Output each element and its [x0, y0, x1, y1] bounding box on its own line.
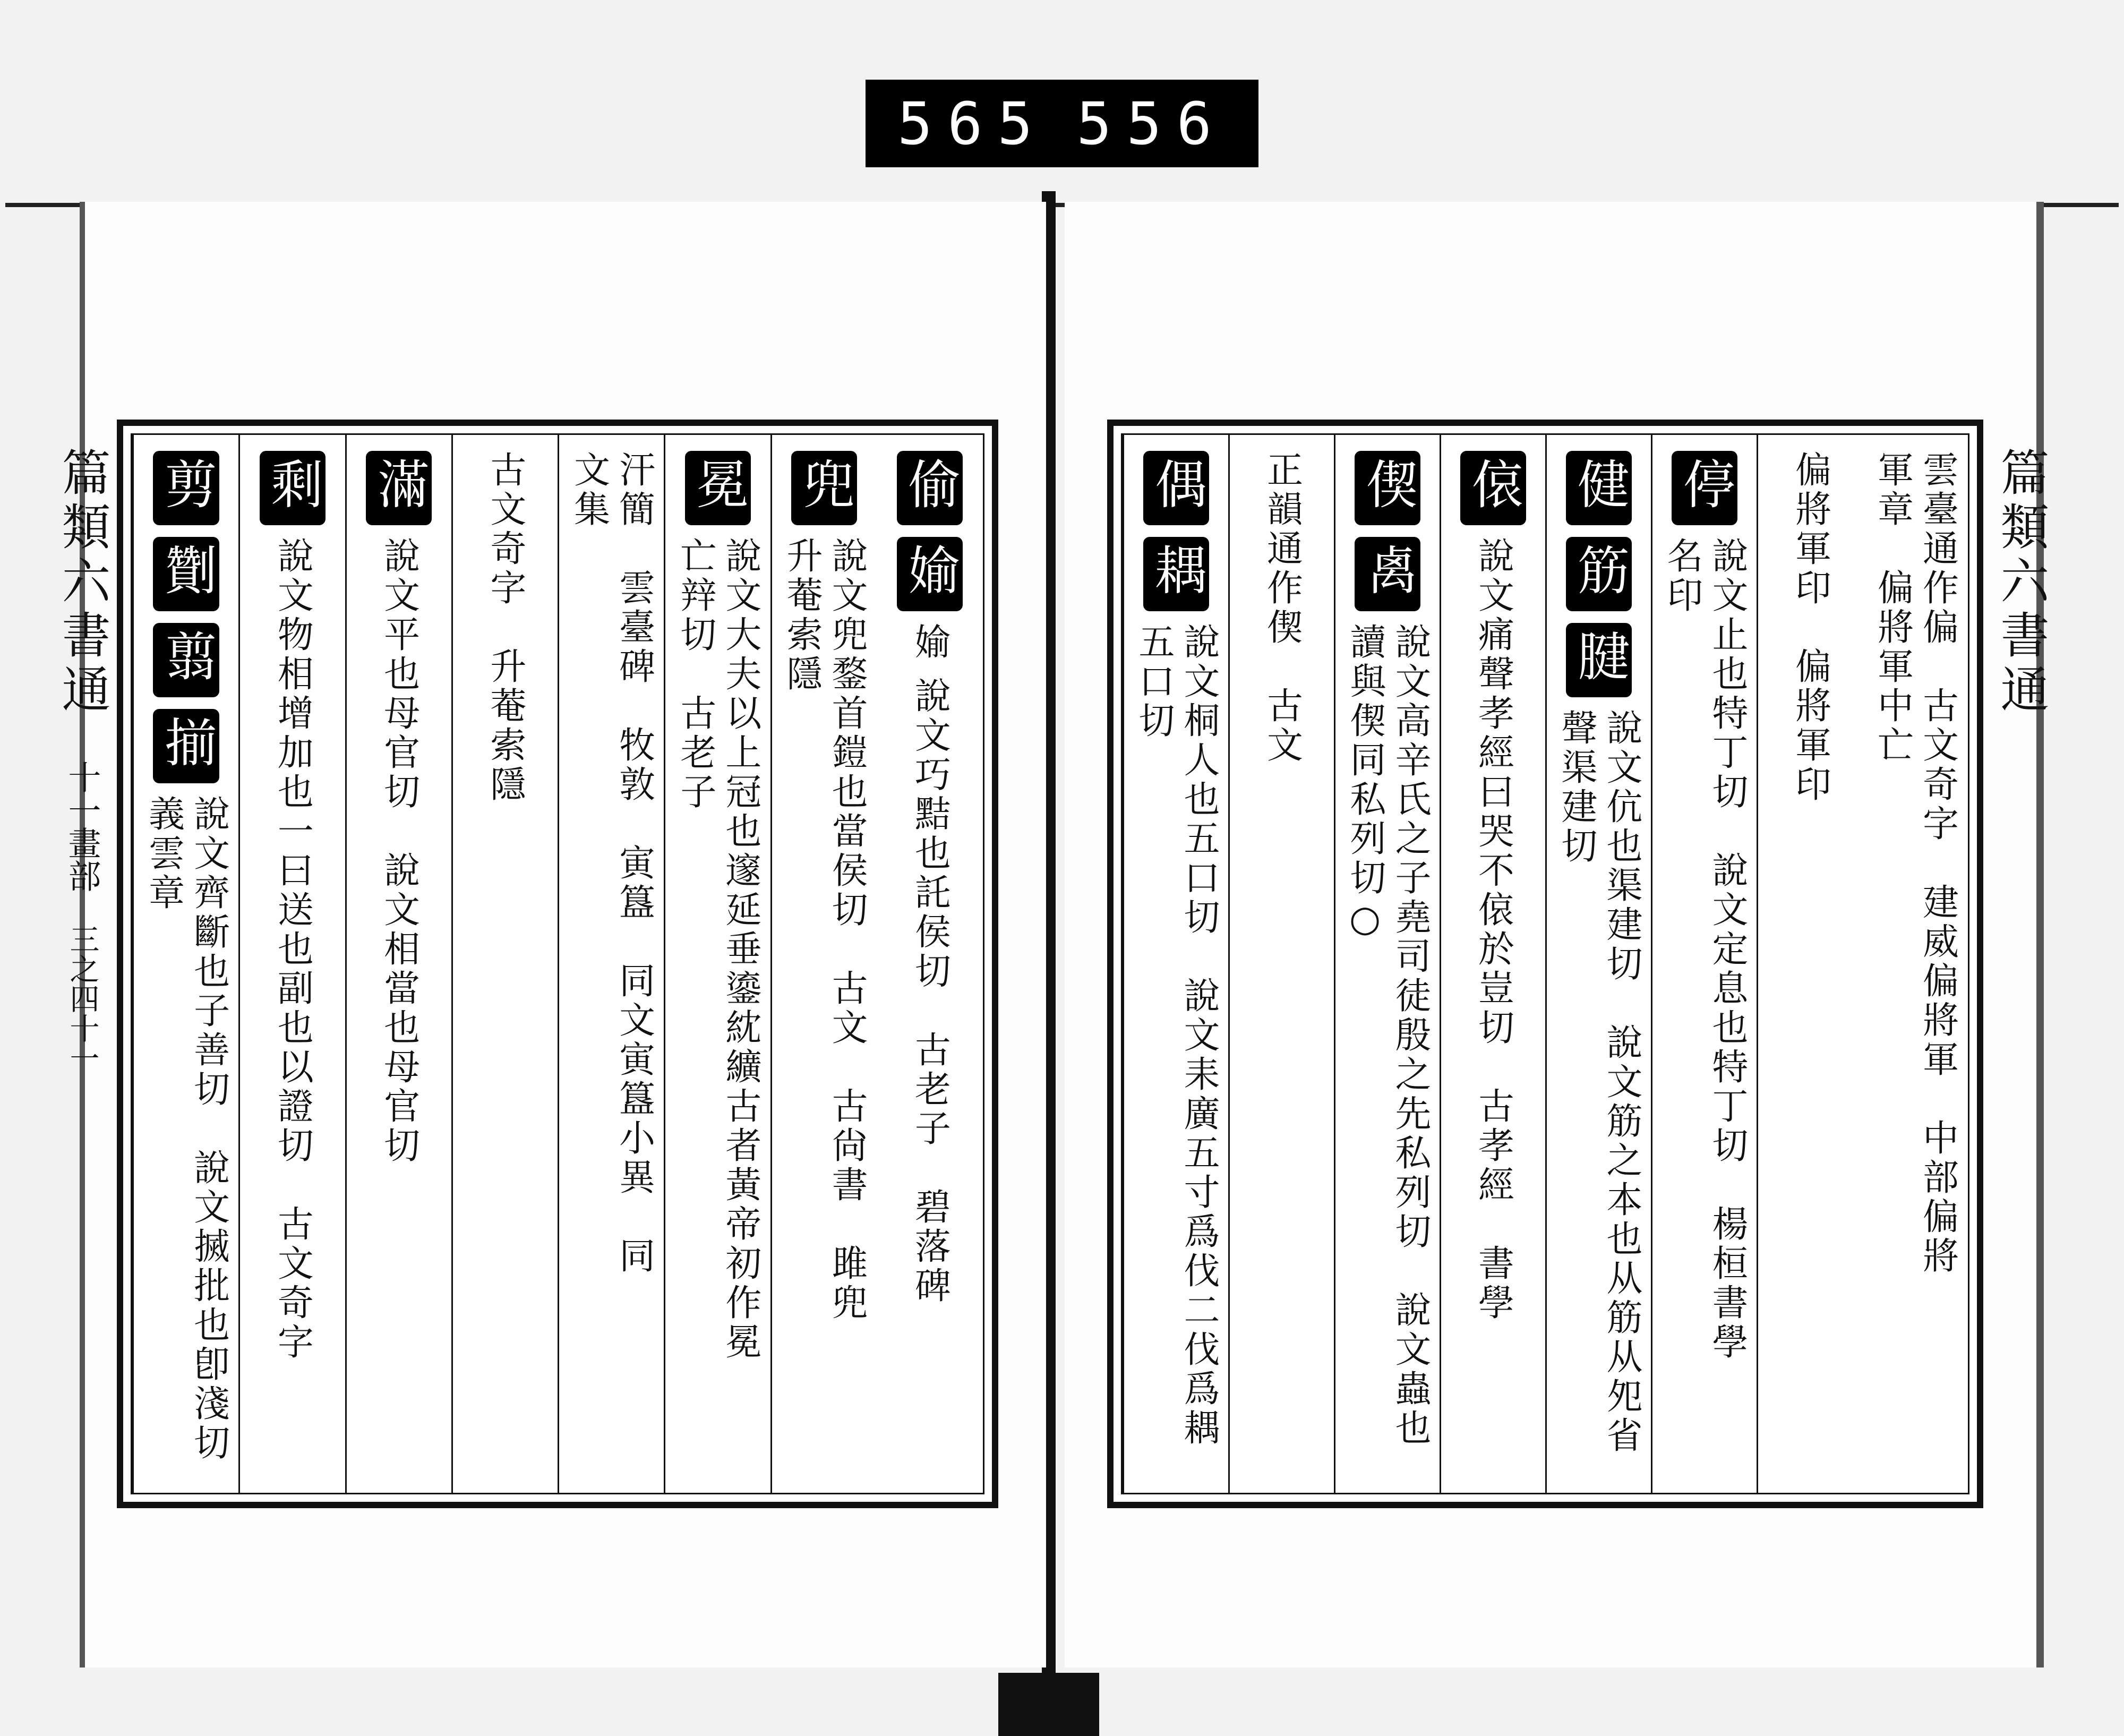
- right-columns: [1121, 433, 1969, 1494]
- left-column-2: [770, 435, 877, 1493]
- left-column-1: [877, 435, 983, 1493]
- entry-text: [1788, 451, 1833, 805]
- gloss: 說文定息也特丁切: [1706, 851, 1748, 1166]
- gloss: 說文物相增加也一曰送也副也以證切: [271, 537, 314, 1166]
- left-column-3: [664, 435, 770, 1493]
- right-column-8: [1123, 435, 1228, 1493]
- gloss: 古文: [826, 969, 868, 1048]
- gloss: 說文相當也母官切: [378, 851, 420, 1166]
- right-text-panel: [1107, 420, 2050, 1508]
- gloss: 楊桓書學: [1706, 1205, 1748, 1362]
- gloss: 寅簋: [613, 844, 655, 922]
- gloss: 雎兜: [826, 1244, 868, 1323]
- headword: 健: [1566, 451, 1632, 525]
- entry-text: [779, 537, 869, 1387]
- entry-text: [1342, 623, 1433, 1473]
- frame-number-right: 556: [1076, 89, 1227, 158]
- gloss: 說文筋之本也从筋从夗省聲渠建切: [1555, 709, 1642, 1456]
- left-column-5: [451, 435, 558, 1493]
- right-column-7: [1228, 435, 1334, 1493]
- headword: 耦: [1143, 537, 1210, 611]
- gloss: 書學: [1472, 1244, 1514, 1323]
- gloss: 古文: [1261, 687, 1303, 765]
- gloss: 說文痛聲孝經曰哭不偯於豈切: [1472, 537, 1514, 1048]
- film-frame-label: [866, 80, 1258, 167]
- headword: 筋: [1566, 537, 1632, 611]
- gloss: 說文大夫以上冠也邃延垂鎏紞纊古者黃帝初作冕亡辡切: [674, 537, 761, 1362]
- right-column-6: [1334, 435, 1440, 1493]
- headword: 偶: [1143, 451, 1210, 525]
- entry-text: [1870, 451, 1960, 1301]
- frame-number-left: 565: [897, 89, 1048, 158]
- gloss: 古老子: [674, 694, 716, 812]
- spine-foot-block: [998, 1673, 1099, 1736]
- left-column-8: [132, 435, 238, 1493]
- book-title: 篇類六書通: [54, 447, 111, 718]
- entry-text: [1659, 537, 1750, 1387]
- page-number: 三之四十一: [65, 924, 100, 1073]
- entry-text: [1471, 537, 1516, 1323]
- headword: 禼: [1355, 537, 1421, 611]
- left-columns: [131, 433, 984, 1494]
- gloss: 雲臺碑: [613, 569, 655, 687]
- headword: 偯: [1460, 451, 1527, 525]
- gloss: 偏將軍中亡: [1871, 569, 1914, 765]
- right-column-3: [1651, 435, 1757, 1493]
- left-column-4: [558, 435, 664, 1493]
- gloss: 說文平也母官切: [378, 537, 420, 812]
- gloss: 中部偏將軍章: [1871, 451, 1959, 1276]
- gloss: 雲臺通作偏: [1916, 451, 1959, 647]
- left-text-panel: [54, 420, 998, 1508]
- entry-text: [907, 623, 952, 1306]
- gloss: 名印: [1661, 537, 1703, 615]
- right-page-margin: [1974, 426, 2067, 1502]
- gloss: 古老子: [909, 1030, 951, 1149]
- gloss: 碧落碑: [909, 1187, 951, 1306]
- gloss: 說文伉也渠建切: [1600, 709, 1642, 984]
- left-page: [54, 202, 1046, 1667]
- headword: 翦: [153, 623, 219, 697]
- entry-text: [1260, 451, 1305, 765]
- gloss: 說文兜鍪首鎧也當侯切: [826, 537, 868, 930]
- entry-text: [270, 537, 315, 1362]
- gloss: 說文止也特丁切: [1706, 537, 1748, 812]
- gloss: 升菴索隱: [781, 537, 823, 694]
- gloss: 古文奇字: [1916, 687, 1959, 844]
- left-page-margin: [36, 426, 129, 1502]
- entry-text: [673, 537, 763, 1387]
- entry-text: [141, 795, 232, 1493]
- gloss: 古孝經: [1472, 1087, 1514, 1205]
- gloss: 義雲章: [142, 795, 185, 913]
- gloss: 古文奇字: [271, 1205, 314, 1362]
- section-label: 十一畫部: [63, 760, 101, 892]
- right-page: [1065, 202, 2050, 1667]
- headword: 滿: [366, 451, 432, 525]
- headword: 冕: [685, 451, 751, 525]
- gloss: 正韻通作偰: [1261, 451, 1303, 647]
- gloss: 說文高辛氏之子堯司徒殷之先私列切: [1389, 623, 1431, 1252]
- gloss: 說文齊斷也子善切: [187, 795, 230, 1109]
- gloss: 說文蟲也讀與偰同私列切○: [1344, 623, 1431, 1448]
- gloss: 建威偏將軍: [1916, 883, 1959, 1080]
- gloss: 古文奇字: [484, 451, 526, 608]
- gloss: 媮 說文巧黠也託侯切: [909, 623, 951, 991]
- headword: 偰: [1355, 451, 1421, 525]
- left-column-7: [238, 435, 345, 1493]
- gloss: 說文耒廣五寸爲伐二伐爲耦五口切: [1133, 623, 1220, 1448]
- right-column-4: [1545, 435, 1651, 1493]
- gloss: 古尙書: [826, 1087, 868, 1205]
- entry-text: [1554, 709, 1644, 1493]
- headword: 腱: [1566, 623, 1632, 697]
- right-column-2: [1757, 435, 1862, 1493]
- headword: 兜: [791, 451, 858, 525]
- headword: 剪: [153, 451, 219, 525]
- gloss: 升菴索隱: [484, 647, 526, 805]
- gloss: 偏將軍印: [1789, 647, 1831, 805]
- gloss: 偏將軍印: [1789, 451, 1831, 608]
- entry-text: [483, 451, 528, 805]
- entry-text: [1131, 623, 1221, 1473]
- headword: 停: [1672, 451, 1738, 525]
- gloss: 說文桐人也五口切: [1178, 623, 1220, 937]
- headword: 媮: [897, 537, 963, 611]
- entry-text: [567, 451, 657, 1301]
- headword: 偷: [897, 451, 963, 525]
- gloss: 牧敦: [613, 726, 655, 805]
- gloss: 同文寅簋小異: [613, 962, 655, 1198]
- headword: 劗: [153, 537, 219, 611]
- gloss: 同文集: [568, 451, 655, 1276]
- right-column-1: [1862, 435, 1968, 1493]
- right-column-5: [1440, 435, 1545, 1493]
- book-title-right: 篇類六書通: [1992, 447, 2050, 718]
- gloss: 說文搣批也卽淺切: [187, 1149, 230, 1463]
- gloss: 汗簡: [613, 451, 655, 529]
- headword: 揃: [153, 709, 219, 783]
- headword: 剩: [260, 451, 326, 525]
- entry-text: [376, 537, 422, 1166]
- left-column-6: [345, 435, 451, 1493]
